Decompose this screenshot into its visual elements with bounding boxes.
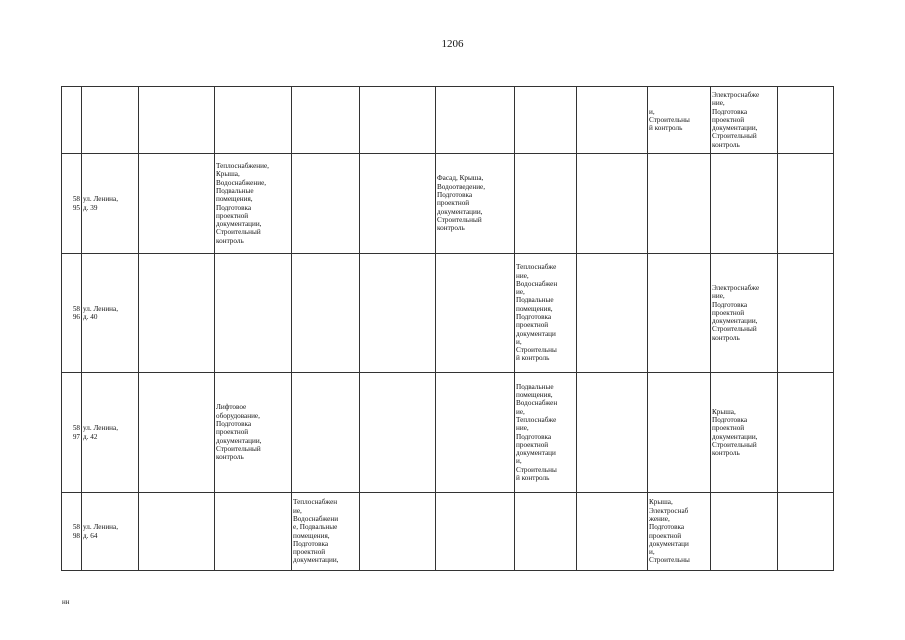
work-cell (139, 154, 215, 254)
work-cell (577, 493, 648, 571)
page-number: 1206 (441, 38, 464, 50)
work-cell: Лифтовое оборудование, Подготовка проектной документации, Строительный контроль (215, 373, 292, 493)
work-cell (577, 373, 648, 493)
address-cell: ул. Ленина, д. 64 (82, 493, 139, 571)
work-cell (215, 254, 292, 373)
work-cell (360, 493, 436, 571)
row-number-cell: 58 96 (62, 254, 82, 373)
work-cell (778, 154, 834, 254)
work-cell (292, 87, 360, 154)
work-cell (577, 154, 648, 254)
work-cell (360, 87, 436, 154)
work-cell (778, 493, 834, 571)
work-cell (711, 493, 778, 571)
work-cell (711, 154, 778, 254)
work-cell (515, 87, 577, 154)
work-cell (436, 254, 515, 373)
row-number-cell: 58 98 (62, 493, 82, 571)
work-cell: Крыша, Электроснаб жение, Подготовка проектной документаци и, Строительны (648, 493, 711, 571)
row-number-cell: 58 97 (62, 373, 82, 493)
row-number-cell: 58 95 (62, 154, 82, 254)
work-cell (577, 254, 648, 373)
work-cell (292, 154, 360, 254)
work-cell (139, 254, 215, 373)
work-cell (648, 154, 711, 254)
work-cell (436, 87, 515, 154)
work-cell (360, 254, 436, 373)
work-cell: и, Строительны й контроль (648, 87, 711, 154)
work-cell (360, 373, 436, 493)
work-cell (436, 493, 515, 571)
table-row (62, 87, 834, 154)
work-cell (436, 373, 515, 493)
work-cell: Электроснабже ние, Подготовка проектной документации, Строительный контроль (711, 87, 778, 154)
work-cell (648, 254, 711, 373)
work-cell: Крыша, Подготовка проектной документации, Строительный контроль (711, 373, 778, 493)
repair-schedule-table (61, 86, 834, 571)
table-row (62, 154, 834, 254)
work-cell (292, 373, 360, 493)
work-cell (139, 87, 215, 154)
work-cell: Теплоснабжение, Крыша, Водоснабжение, Подвальные помещения, Подготовка проектной документации, Строительный контроль (215, 154, 292, 254)
address-cell: ул. Ленина, д. 42 (82, 373, 139, 493)
address-cell: ул. Ленина, д. 39 (82, 154, 139, 254)
work-cell (360, 154, 436, 254)
work-cell (515, 154, 577, 254)
table-row (62, 493, 834, 571)
work-cell (215, 493, 292, 571)
address-cell (82, 87, 139, 154)
table-row (62, 373, 834, 493)
table-row (62, 254, 834, 373)
work-cell (778, 254, 834, 373)
work-cell (515, 493, 577, 571)
address-cell: ул. Ленина, д. 40 (82, 254, 139, 373)
work-cell (648, 373, 711, 493)
work-cell (215, 87, 292, 154)
work-cell: Теплоснабже ние, Водоснабжен ие, Подвальные помещения, Подготовка проектной документаци и, Строительны й контроль (515, 254, 577, 373)
work-cell (577, 87, 648, 154)
work-cell: Фасад, Крыша, Водоотведение, Подготовка проектной документации, Строительный контроль (436, 154, 515, 254)
footer-note: нн (62, 598, 70, 606)
work-cell (139, 373, 215, 493)
row-number-cell (62, 87, 82, 154)
work-cell (292, 254, 360, 373)
work-cell: Теплоснабжен ие, Водоснабжени е, Подвальные помещения, Подготовка проектной документации, (292, 493, 360, 571)
work-cell (778, 87, 834, 154)
work-cell (139, 493, 215, 571)
work-cell: Подвальные помещения, Водоснабжен ие, Теплоснабже ние, Подготовка проектной документаци и, Строительны й контроль (515, 373, 577, 493)
work-cell (778, 373, 834, 493)
work-cell: Электроснабже ние, Подготовка проектной документации, Строительный контроль (711, 254, 778, 373)
